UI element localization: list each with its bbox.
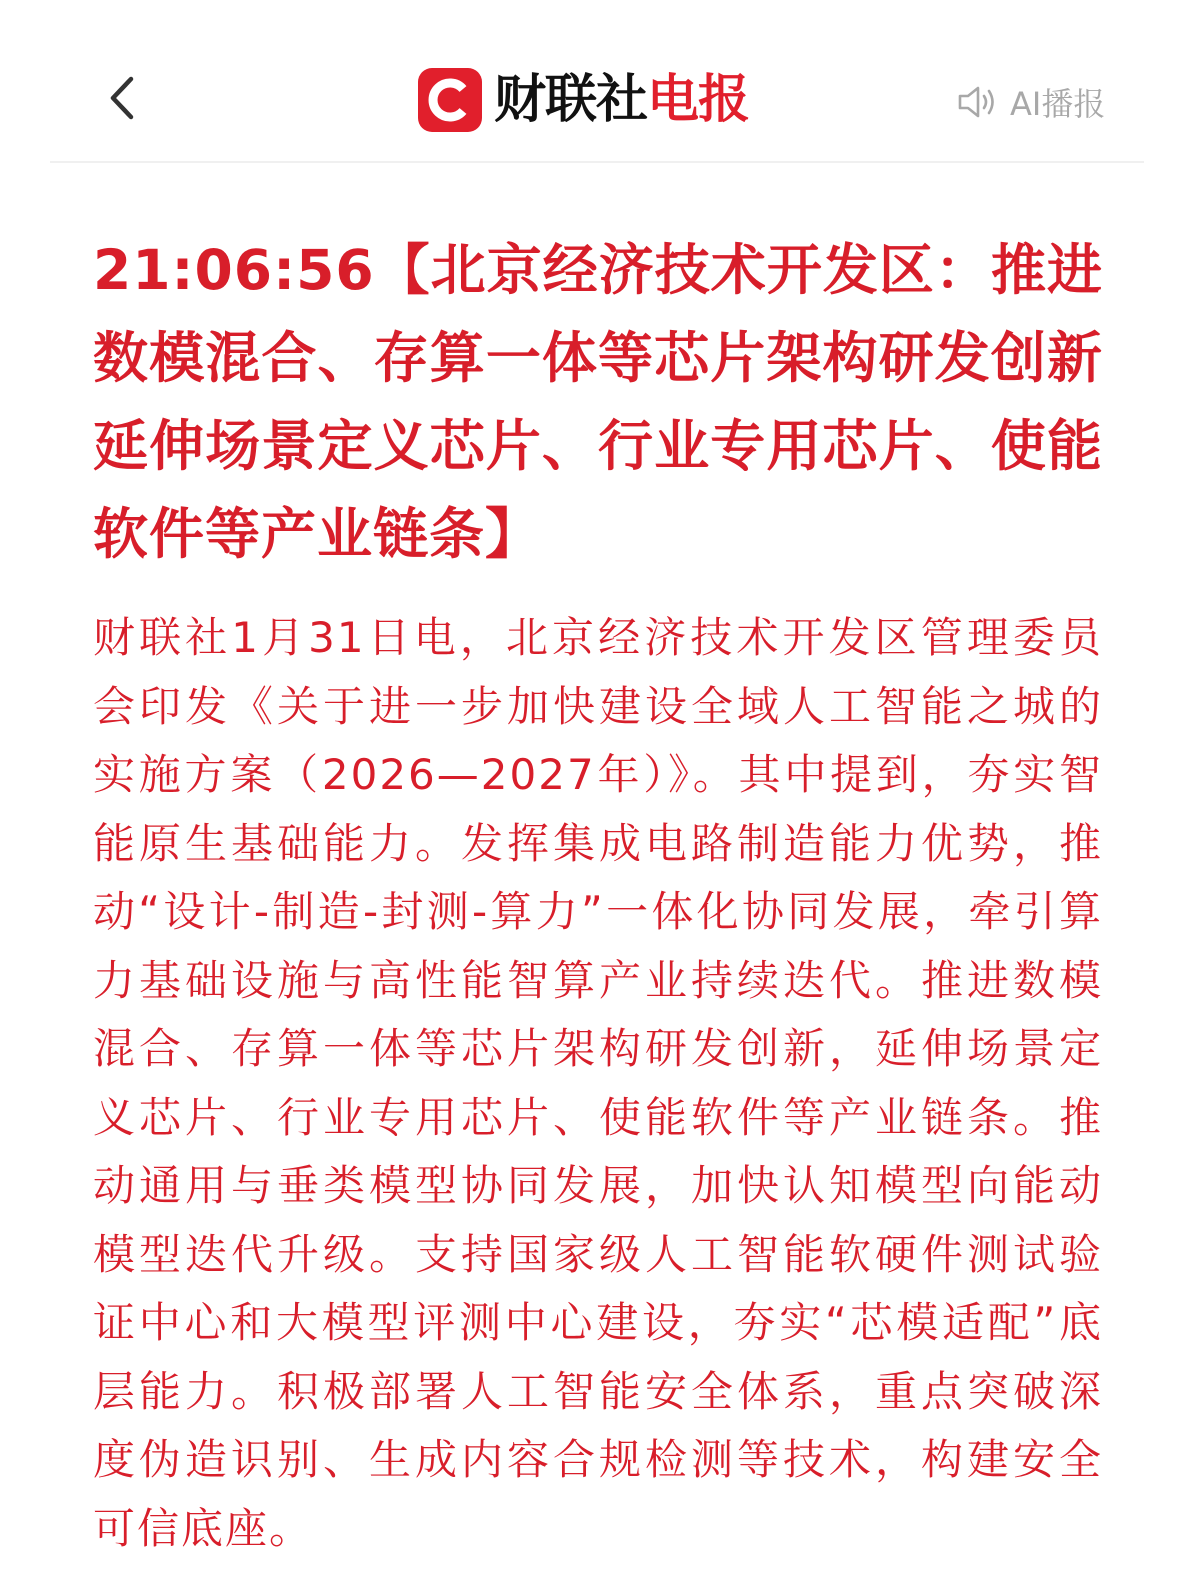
- ai-broadcast-button[interactable]: [956, 78, 1105, 126]
- article-title: 【北京经济技术开发区：推进数模混合、存算一体等芯片架构研发创新 延伸场景定义芯片、行业专用芯片、使能软件等产业链条】: [93, 238, 1160, 566]
- logo-badge: [418, 68, 482, 132]
- article-body: 财联社1月31日电，北京经济技术开发区管理委员会印发《关于进一步加快建设全域人工智能之城的实施方案（2026—2027年）》。其中提到，夯实智能原生基础能力。发挥集成电路制造能力优势，推动“设计-制造-封测-算力”一体化协同发展，牵引算力基础设施与高性能智算产业持续迭代。推进数模混合、存算一体等芯片架构研发创新，延伸场景定义芯片、行业专用芯片、使能软件等产业链条。推动通用与垂类模型协同发展，加快认知模型向能动模型迭代升级。支持国家级人工智能软硬件测试验证中心和大模型评测中心建设，夯实“芯模适配”底层能力。积极部署人工智能安全体系，重点突破深度伪造识别、生成内容合规检测等技术，构建安全可信底座。: [93, 613, 1103, 1553]
- brand-section: 电报: [647, 70, 750, 130]
- article-headline: [93, 226, 1160, 578]
- top-bar: [0, 0, 1199, 162]
- header-divider: [50, 161, 1144, 163]
- brand-name: 财联社: [494, 70, 648, 130]
- brand-logo: [418, 68, 749, 132]
- ai-broadcast-label: AI播报: [1010, 85, 1106, 123]
- chevron-left-icon: [107, 75, 137, 121]
- logo-c-icon: [427, 77, 473, 123]
- article-time: 21:06:56: [93, 238, 375, 302]
- speaker-icon: [956, 82, 1000, 122]
- back-button[interactable]: [92, 62, 152, 134]
